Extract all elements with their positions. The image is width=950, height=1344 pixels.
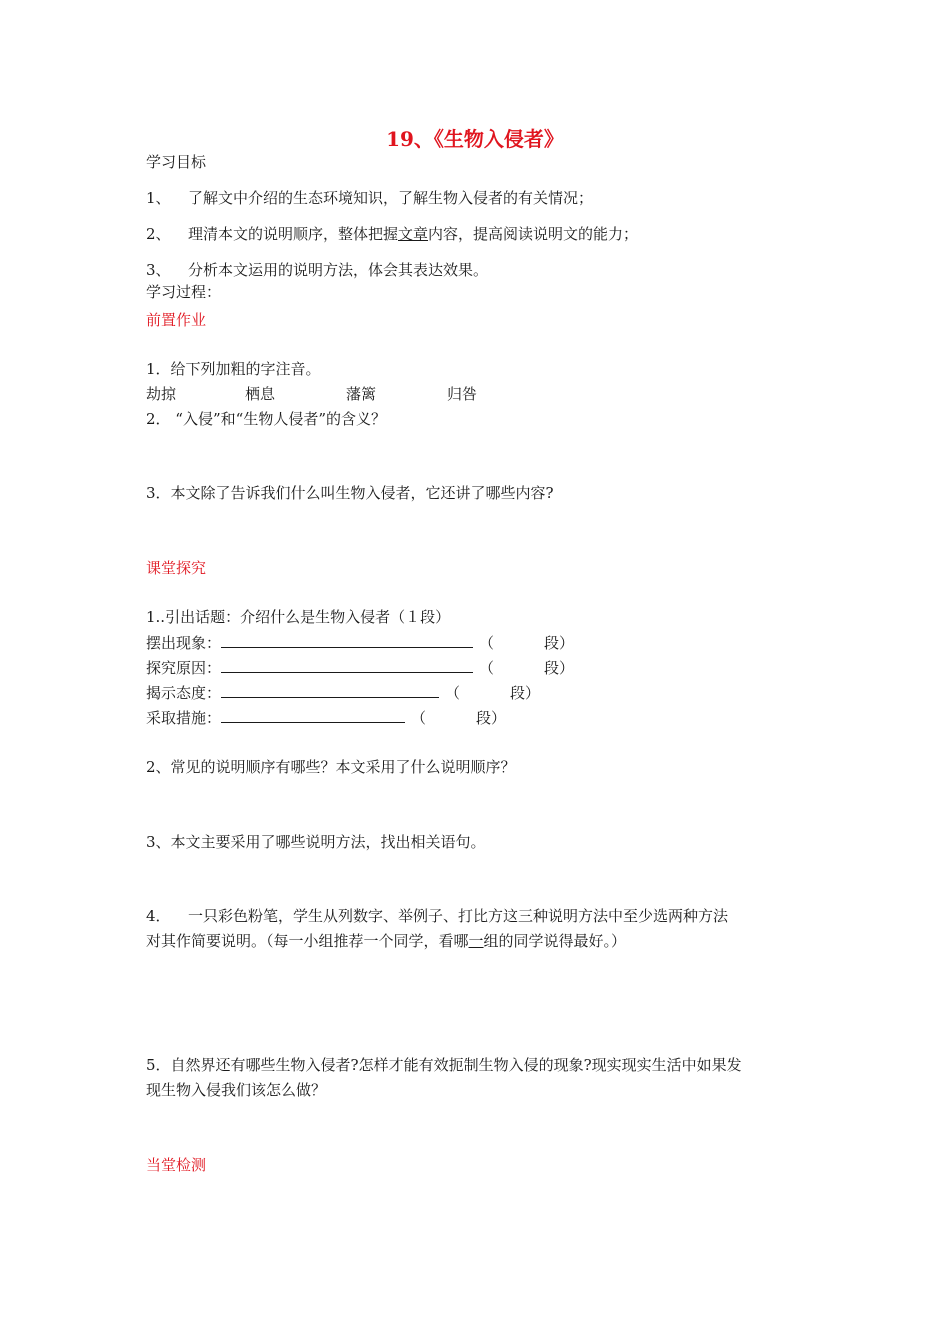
pre-work-question-3: 3．本文除了告诉我们什么叫生物入侵者，它还讲了哪些内容?	[146, 484, 554, 502]
word-item: 劫掠	[146, 385, 177, 403]
document-title: 19、《生物入侵者》	[386, 127, 564, 151]
word-item: 藩篱	[346, 385, 377, 403]
unit-label: 段）	[544, 634, 575, 652]
explore-question-5-line-2: 现生物入侵我们该怎么做？	[146, 1081, 327, 1099]
unit-label: 段）	[510, 684, 541, 702]
class-explore-heading: 课堂探究	[146, 559, 207, 577]
unit-label: 段）	[544, 659, 575, 677]
goal-text-underlined: 文章	[398, 225, 429, 243]
goals-heading: 学习目标	[146, 153, 207, 171]
goal-item-1	[146, 188, 593, 208]
goal-number: 3、	[146, 261, 171, 279]
paren-open: （	[479, 659, 495, 677]
explore-question-1: 1..引出话题：介绍什么是生物入侵者（１段）	[146, 608, 451, 626]
fill-row-cause	[146, 657, 574, 678]
paren-open: （	[411, 709, 427, 727]
fill-row-phenomenon	[146, 632, 574, 653]
explore-question-5-line-1: 5．自然界还有哪些生物入侵者?怎样才能有效扼制生物入侵的现象?现实现实生活中如果发	[146, 1056, 742, 1074]
fill-blank[interactable]	[221, 632, 473, 648]
fill-row-label: 揭示态度：	[146, 684, 222, 702]
unit-label: 段）	[476, 709, 507, 727]
goal-text: 理清本文的说明顺序，整体把握	[188, 225, 399, 243]
pre-work-question-2: 2． “入侵”和“生物人侵者”的含义？	[146, 410, 386, 428]
word-item: 栖息	[245, 385, 276, 403]
fill-row-measures	[146, 707, 506, 728]
goal-item-3	[146, 260, 488, 280]
pre-work-question-1: 1．给下列加粗的字注音。	[146, 360, 321, 378]
fill-blank[interactable]	[221, 682, 439, 698]
pre-work-heading: 前置作业	[146, 311, 207, 329]
goal-text: 分析本文运用的说明方法，体会其表达效果。	[188, 261, 489, 279]
question-text: 对其作简要说明。（每一小组推荐一个同学，看哪	[146, 932, 469, 950]
check-heading: 当堂检测	[146, 1156, 207, 1174]
fill-blank[interactable]	[221, 657, 473, 673]
fill-blank[interactable]	[221, 707, 405, 723]
paren-open: （	[445, 684, 461, 702]
fill-row-label: 摆出现象：	[146, 634, 222, 652]
goal-item-2	[146, 224, 638, 244]
explore-question-3: 3、本文主要采用了哪些说明方法，找出相关语句。	[146, 833, 486, 851]
question-text: 一只彩色粉笔，学生从列数字、举例子、打比方这三种说明方法中至少选两种方法	[188, 907, 729, 925]
fill-row-attitude	[146, 682, 540, 703]
goal-text: 内容，提高阅读说明文的能力；	[428, 225, 639, 243]
word-item: 归咎	[447, 385, 478, 403]
paren-open: （	[479, 634, 495, 652]
explore-question-4-line-1	[146, 906, 728, 926]
fill-row-label: 采取措施：	[146, 709, 222, 727]
question-text: 组的同学说得最好。）	[483, 932, 627, 950]
goal-number: 2、	[146, 225, 171, 243]
question-text-underlined: 一	[468, 932, 484, 950]
question-number: 4．	[146, 907, 171, 925]
fill-row-label: 探究原因：	[146, 659, 222, 677]
goal-number: 1、	[146, 189, 171, 207]
explore-question-4-line-2	[146, 931, 626, 951]
goal-text: 了解文中介绍的生态环境知识，了解生物入侵者的有关情况；	[188, 189, 594, 207]
process-heading: 学习过程：	[146, 283, 222, 301]
explore-question-2: 2、常见的说明顺序有哪些？本文采用了什么说明顺序？	[146, 758, 516, 776]
